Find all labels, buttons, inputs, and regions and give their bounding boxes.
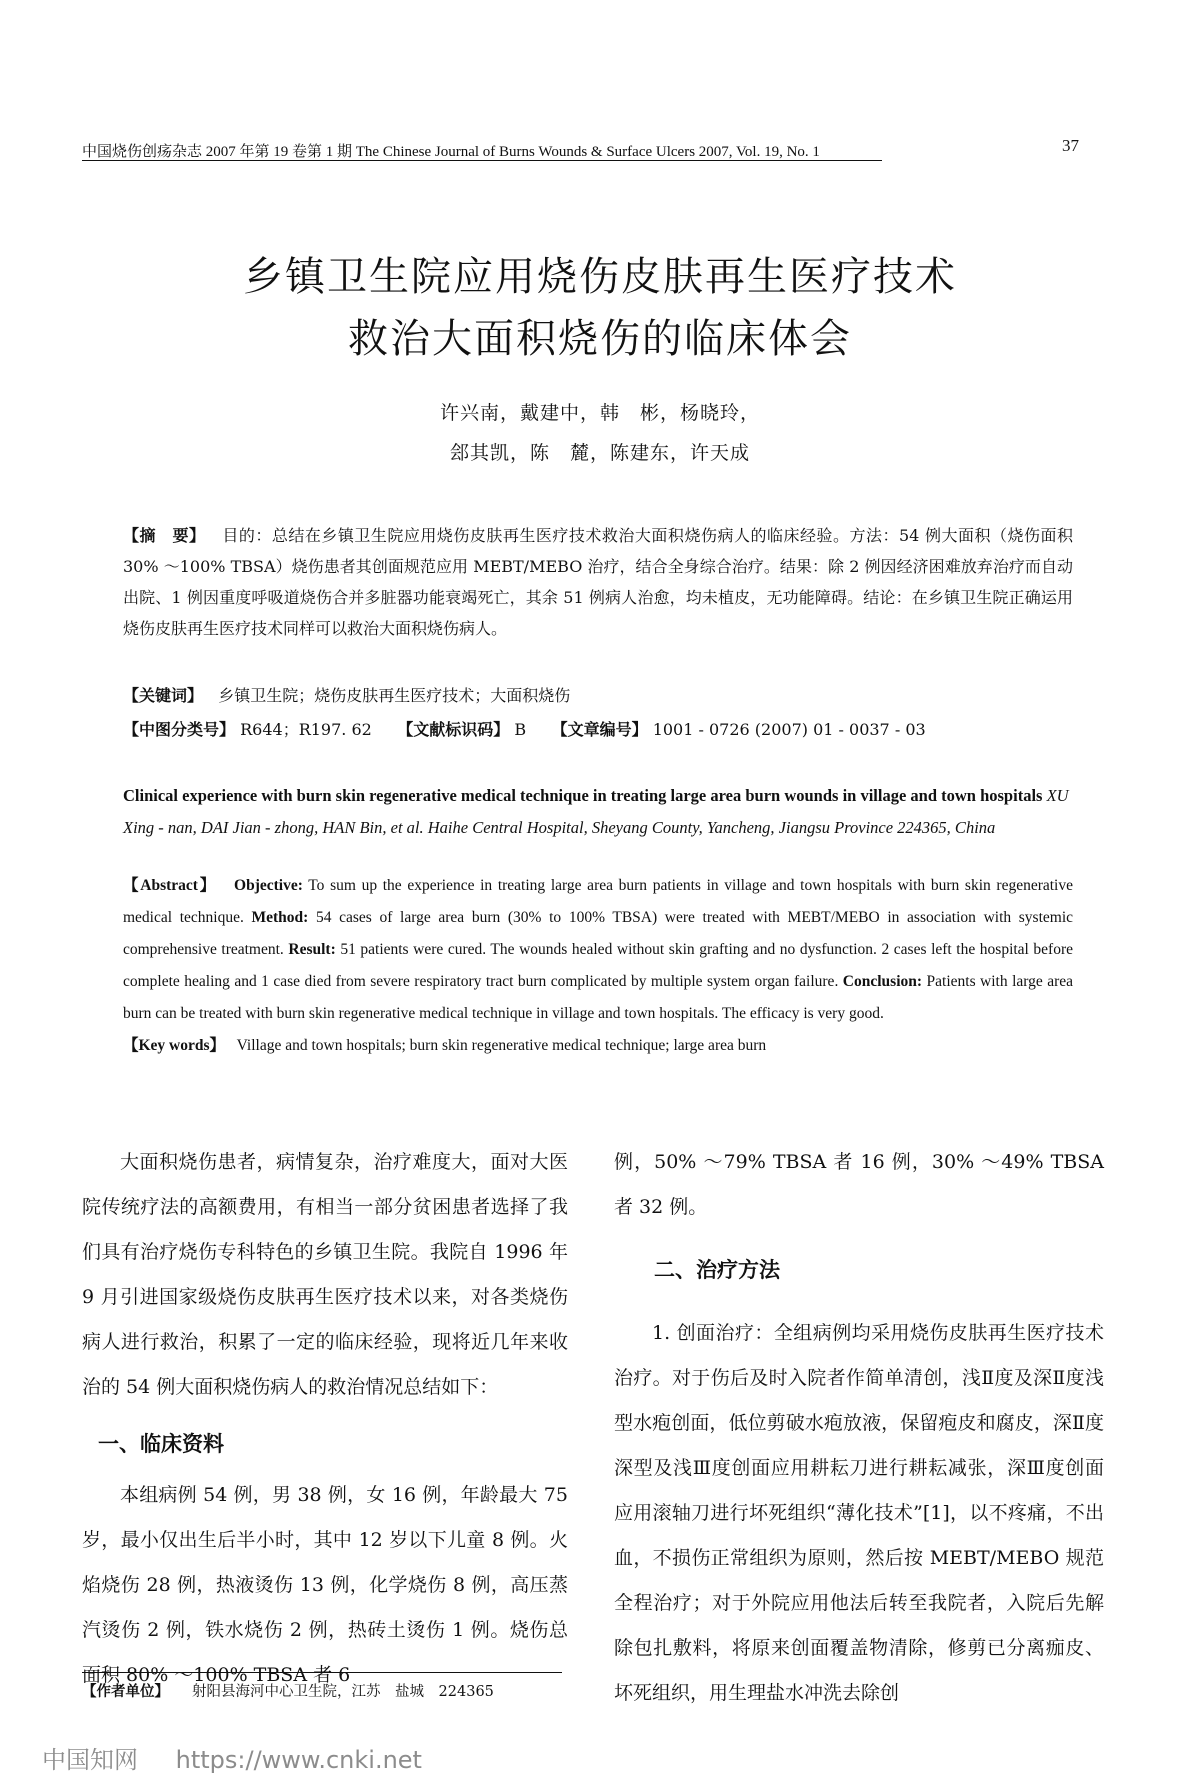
abstract-en xyxy=(123,870,1073,1062)
intro-paragraph: 大面积烧伤患者，病情复杂，治疗难度大，面对大医院传统疗法的高额费用，有相当一部分贫困患者选择了我们具有治疗烧伤专科特色的乡镇卫生院。我院自 1996 年 9 月引进国家级烧伤皮肤再生医疗技术以来，对各类烧伤病人进行救治，积累了一定的临床经验，现将近几年来收治的 54 例大面积烧伤病人的救治情况总结如下： xyxy=(82,1151,568,1398)
cnki-watermark xyxy=(42,1740,422,1775)
result-text: 51 patients were cured. The wounds healed without skin grafting and no dysfunction. 2 cases left the hospital before complete healing and 1 case died from severe respiratory tract burn complicated by multiple system organ failure. xyxy=(123,941,1074,990)
body-left-column xyxy=(82,1140,568,1698)
authors-line-2: 郐其凯，陈 麓，陈建东，许天成 xyxy=(449,442,750,464)
section-1-text: 本组病例 54 例，男 38 例，女 16 例，年龄最大 75 岁，最小仅出生后半小时，其中 12 岁以下儿童 8 例。火焰烧伤 28 例，热液烫伤 13 例，化学烧伤 8 例，高压蒸汽烫伤 2 例，铁水烧伤 2 例，热砖土烫伤 1 例。烧伤总面积 80% ～100% TBSA 者 6 xyxy=(82,1484,568,1686)
section-1-heading: 一、临床资料 xyxy=(98,1432,224,1456)
affiliation-label: 【作者单位】 xyxy=(82,1683,169,1700)
watermark-brand: 中国知网 xyxy=(42,1746,138,1774)
class-label: 【中图分类号】 xyxy=(123,720,236,739)
keywords-zh-label: 【关键词】 xyxy=(123,686,204,705)
title-line-1: 乡镇卫生院应用烧伤皮肤再生医疗技术 xyxy=(243,254,957,300)
result-label: Result: xyxy=(288,941,336,958)
method-text: 54 cases of large area burn (30% to 100% TBSA) were treated with MEBT/MEBO in association with systemic comprehensive treatment. xyxy=(123,909,1074,958)
conclusion-label: Conclusion: xyxy=(842,973,923,990)
abstract-en-label: 【Abstract】 xyxy=(123,877,218,894)
keywords-en-label: 【Key words】 xyxy=(123,1037,226,1054)
objective-label: Objective: xyxy=(234,877,303,894)
abstract-zh-text: 目的：总结在乡镇卫生院应用烧伤皮肤再生医疗技术救治大面积烧伤病人的临床经验。方法：54 例大面积（烧伤面积 30% ～100% TBSA）烧伤患者其创面规范应用 MEBT/MEBO 治疗，结合全身综合治疗。结果：除 2 例因经济困难放弃治疗而自动出院、1 例因重度呼吸道烧伤合并多脏器功能衰竭死亡，其余 51 例病人治愈，均未植皮，无功能障碍。结论：在乡镇卫生院正确运用烧伤皮肤再生医疗技术同样可以救治大面积烧伤病人。 xyxy=(123,526,1073,638)
section-2-heading: 二、治疗方法 xyxy=(654,1258,780,1282)
english-title-block xyxy=(123,780,1073,844)
authors-line-1: 许兴南，戴建中，韩 彬，杨晓玲， xyxy=(439,402,760,424)
header-rule xyxy=(82,160,882,161)
running-header: 中国烧伤创疡杂志 2007 年第 19 卷第 1 期 The Chinese Journal of Burns Wounds & Surface Ulcers 2007, Vol. 19, No. 1 xyxy=(82,144,820,160)
section-2-text: 1. 创面治疗：全组病例均采用烧伤皮肤再生医疗技术治疗。对于伤后及时入院者作简单清创，浅Ⅱ度及深Ⅱ度浅型水疱创面，低位剪破水疱放液，保留疱皮和腐皮，深Ⅱ度深型及浅Ⅲ度创面应用耕耘刀进行耕耘减张，深Ⅲ度创面应用滚轴刀进行坏死组织“薄化技术”[1]，以不疼痛，不出血，不损伤正常组织为原则，然后按 MEBT/MEBO 规范全程治疗；对于外院应用他法后转至我院者，入院后先解除包扎敷料，将原来创面覆盖物清除，修剪已分离痂皮、坏死组织，用生理盐水冲洗去除创 xyxy=(614,1322,1104,1704)
abstract-zh xyxy=(123,520,1073,644)
abstract-zh-label: 【摘 要】 xyxy=(123,526,206,545)
keywords-en-text: Village and town hospitals; burn skin regenerative medical technique; large area burn xyxy=(236,1037,767,1054)
title-line-2: 救治大面积烧伤的临床体会 xyxy=(348,316,852,362)
class-value: R644；R197. 62 xyxy=(240,720,372,739)
footnote-rule xyxy=(82,1672,562,1673)
doc-value: B xyxy=(514,720,527,739)
body-right-column xyxy=(614,1140,1104,1716)
keywords-zh-text: 乡镇卫生院；烧伤皮肤再生医疗技术；大面积烧伤 xyxy=(218,686,571,705)
continuation-text: 例，50% ～79% TBSA 者 16 例，30% ～49% TBSA 者 32 例。 xyxy=(614,1151,1104,1218)
affiliation-text: 射阳县海河中心卫生院，江苏 盐城 224365 xyxy=(192,1684,494,1700)
watermark-url: https://www.cnki.net xyxy=(175,1746,422,1774)
objective-text: To sum up the experience in treating large area burn patients in village and town hospitals with burn skin regenerative medical technique. xyxy=(123,877,1073,926)
classification-line xyxy=(123,714,1073,745)
article-value: 1001 - 0726 (2007) 01 - 0037 - 03 xyxy=(652,720,926,739)
author-affiliation xyxy=(82,1680,494,1701)
keywords-zh xyxy=(123,680,1073,711)
article-label: 【文章编号】 xyxy=(551,720,648,739)
method-label: Method: xyxy=(251,909,309,926)
english-byline: XU Xing - nan, DAI Jian - zhong, HAN Bin, et al. Haihe Central Hospital, Sheyang County, Yancheng, Jiangsu Province 224365, China xyxy=(123,786,1069,837)
english-title: Clinical experience with burn skin regenerative medical technique in treating large area burn wounds in village and town hospitals xyxy=(123,786,1043,805)
doc-label: 【文献标识码】 xyxy=(397,720,510,739)
page-number: 37 xyxy=(1062,136,1079,155)
conclusion-text: Patients with large area burn can be treated with burn skin regenerative medical technique in village and town hospitals. The efficacy is very good. xyxy=(123,973,1074,1022)
